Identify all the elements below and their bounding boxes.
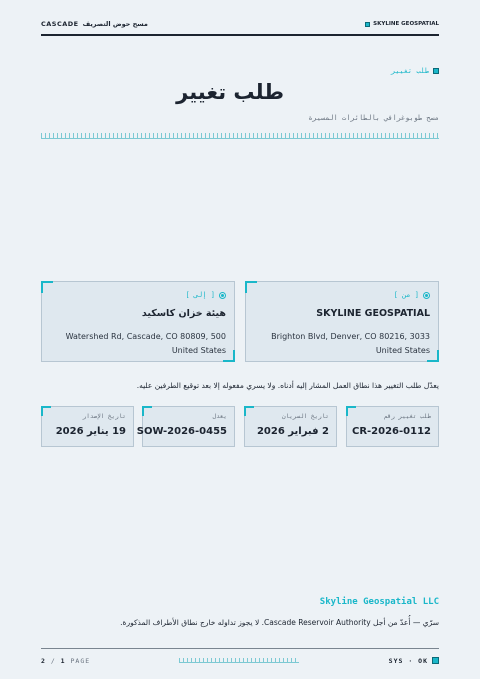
page-subtitle: مسح طوبوغرافي بالطائرات المسيرة [308,114,439,122]
party-from-address: Brighton Blvd, Denver, CO 80216, 3033 United States [271,332,430,355]
eyebrow-text: طلب تغيير [391,67,429,75]
party-to-card [41,281,235,362]
meta-label: تاريخ الإصدار [82,413,126,420]
page-header [41,14,439,36]
party-from-card [245,281,439,362]
party-to-label-row [50,291,226,299]
party-to-label: [ إلى ] [185,291,215,299]
target-icon [219,292,226,299]
square-icon [432,657,439,664]
party-to-name: هيئة خزان كاسكيد [141,308,226,319]
status-text: SYS · OK [388,656,428,665]
meta-value: 2 فبراير 2026 [256,426,329,437]
target-icon [423,292,430,299]
page-number: 2 / 1 PAGE [41,656,91,665]
page-title: طلب تغيير [176,80,284,104]
square-icon [365,22,370,27]
header-company: SKYLINE GEOSPATIAL [373,21,439,27]
footer-company: Skyline Geospatial LLC [319,597,439,607]
meta-effective-date [244,406,337,447]
footer-disclaimer: سرّي — أُعدّ من أجل Cascade Reservoir Authority. لا يجوز تداوله خارج نطاق الأطراف المذكورة. [120,618,439,627]
doc-eyebrow [391,67,439,75]
meta-amends [136,406,235,447]
change-note: يعدّل طلب التغيير هذا نطاق العمل المشار إليه أدناه. ولا يسري مفعوله إلا بعد توقيع الطرفين عليه. [136,381,439,390]
meta-label: تاريخ السريان [282,413,329,420]
meta-label: طلب تغيير رقم [384,413,431,420]
party-to-address: Watershed Rd, Cascade, CO 80809, 500 United States [65,332,226,355]
meta-issue-date [41,406,134,447]
meta-label: يعدل [212,413,227,420]
header-right [365,21,439,27]
meta-change-number [346,406,439,447]
party-from-label: [ من ] [393,291,419,299]
party-from-label-row [254,291,430,299]
square-icon [433,68,439,74]
meta-value: CR-2026-0112 [351,426,431,437]
page-footer [41,648,439,672]
header-left [41,20,148,28]
party-from-name: SKYLINE GEOSPATIAL [316,308,430,319]
meta-value: 19 يناير 2026 [55,426,126,437]
header-brand: CASCADE [41,20,79,28]
header-project: مسح حوض التصريف [82,20,148,28]
footer-ruler [179,658,299,663]
ruler-divider [41,131,439,139]
status-indicator [389,657,439,665]
meta-value: SOW-2026-0455 [136,426,227,437]
